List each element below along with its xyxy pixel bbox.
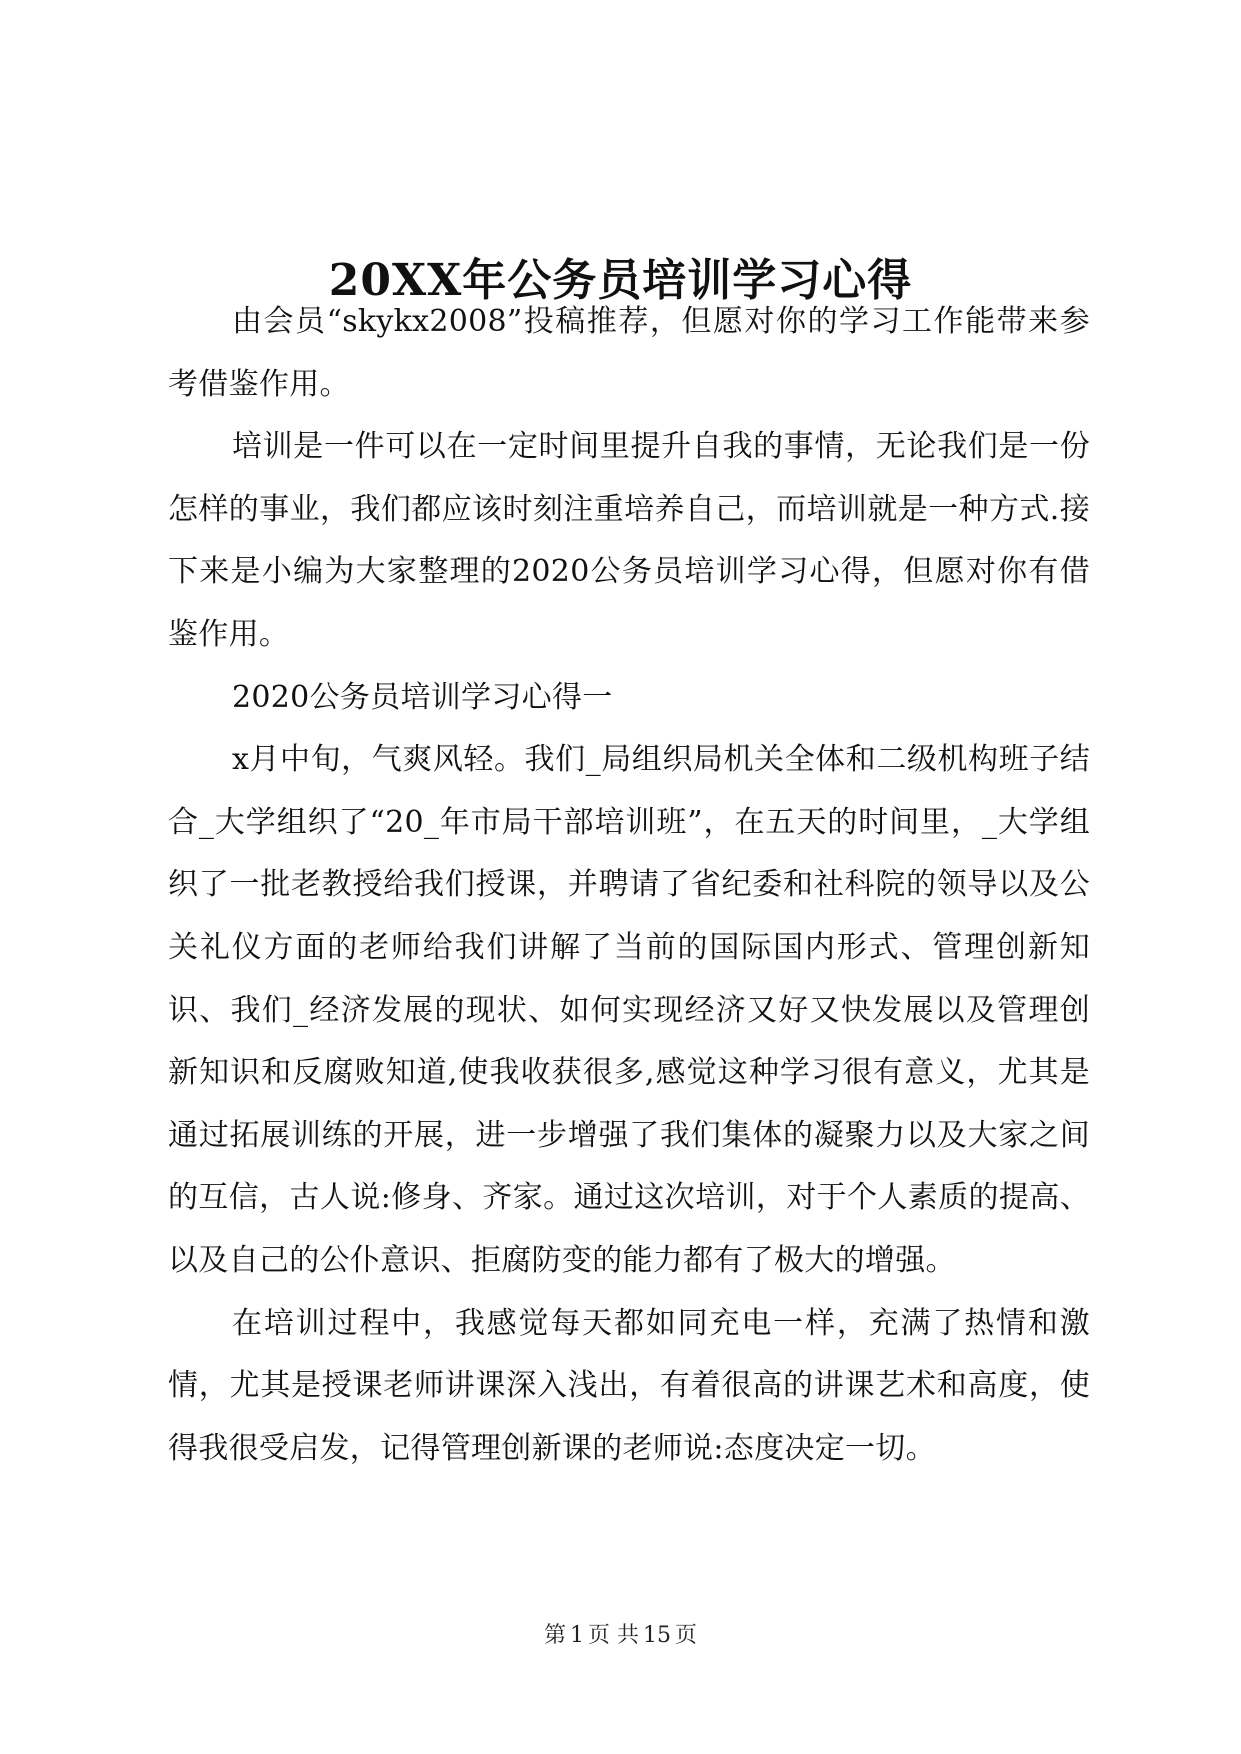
page-number-footer bbox=[0, 1621, 1241, 1651]
paragraph-overview: 培训是一件可以在一定时间里提升自我的事情，无论我们是一份怎样的事业，我们都应该时刻注重培养自己，而培训就是一种方式.接下来是小编为大家整理的2020公务员培训学习心得，但愿对你有借鉴作用。 bbox=[168, 429, 1090, 652]
page-current: 1 bbox=[570, 1623, 584, 1648]
page-label-mid: 页 共 bbox=[588, 1623, 639, 1648]
paragraph-intro: 由会员“skykx2008”投稿推荐，但愿对你的学习工作能带来参考借鉴作用。 bbox=[168, 304, 1090, 402]
page-label-suffix: 页 bbox=[675, 1623, 698, 1648]
page-label-prefix: 第 bbox=[543, 1623, 566, 1648]
document-title: 20XX年公务员培训学习心得 bbox=[328, 255, 913, 307]
page-total: 15 bbox=[643, 1623, 671, 1648]
paragraph-training-summary: x月中旬，气爽风轻。我们_局组织局机关全体和二级机构班子结合_大学组织了“20_年市局干部培训班”，在五天的时间里，_大学组织了一批老教授给我们授课，并聘请了省纪委和社科院的领导以及公关礼仪方面的老师给我们讲解了当前的国际国内形式、管理创新知识、我们_经济发展的现状、如何实现经济又好又快发展以及管理创新知识和反腐败知道,使我收获很多,感觉这种学习很有意义，尤其是通过拓展训练的开展，进一步增强了我们集体的凝聚力以及大家之间的互信，古人说:修身、齐家。通过这次培训，对于个人素质的提高、以及自己的公仆意识、拒腐防变的能力都有了极大的增强。 bbox=[168, 742, 1090, 1278]
paragraph-training-process: 在培训过程中，我感觉每天都如同充电一样，充满了热情和激情，尤其是授课老师讲课深入浅出，有着很高的讲课艺术和高度，使得我很受启发，记得管理创新课的老师说:态度决定一切。 bbox=[168, 1305, 1090, 1466]
document-body bbox=[168, 291, 1090, 1480]
section-heading: 2020公务员培训学习心得一 bbox=[232, 679, 613, 715]
